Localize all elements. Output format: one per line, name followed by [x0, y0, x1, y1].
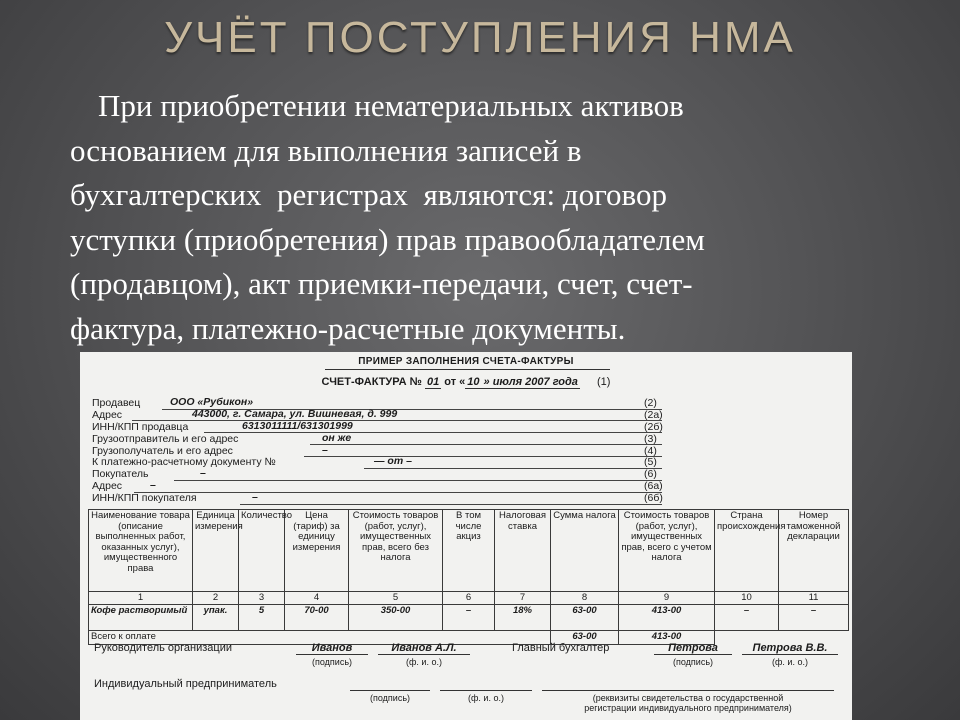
table-cell: 70-00 [285, 605, 349, 631]
table-header-row [89, 510, 849, 592]
body-line: фактура, платежно-расчетные документы. [70, 310, 626, 346]
field-buyer [92, 469, 682, 481]
field-label: Адрес [92, 408, 123, 421]
field-ref: (6б) [644, 492, 663, 505]
total-label: Всего к оплате [89, 631, 551, 645]
field-ref: (4) [644, 444, 657, 457]
field-shipper [92, 431, 682, 446]
invoice-table [88, 509, 849, 645]
signature-row-head [94, 642, 844, 670]
field-ref: (2) [644, 397, 657, 409]
total-sum: 413-00 [619, 631, 715, 645]
slide-title: УЧЁТ ПОСТУПЛЕНИЯ НМА [164, 13, 796, 62]
column-header: Страна происхождения [715, 510, 779, 592]
table-cell: 18% [495, 605, 551, 631]
invoice-fields [92, 398, 682, 505]
field-label: Покупатель [92, 468, 149, 481]
fio-caption: (ф. и. о.) [772, 657, 808, 667]
accountant-signature: Петрова [654, 642, 732, 655]
accountant-name: Петрова В.В. [742, 642, 838, 655]
table-cell: упак. [193, 605, 239, 631]
column-number: 11 [779, 592, 849, 605]
column-header: Единица измерения [193, 510, 239, 592]
column-number: 9 [619, 592, 715, 605]
sign-caption: (подпись) [311, 657, 353, 667]
signature-row-entrepreneur [94, 678, 844, 713]
fio-caption: (ф. и. о.) [406, 657, 442, 667]
column-number: 7 [495, 592, 551, 605]
column-header: Количество [239, 510, 285, 592]
field-value: – [252, 491, 258, 504]
sign-caption: (подпись) [672, 657, 714, 667]
table-cell: – [715, 605, 779, 631]
invoice-date-month-year: » июля 2007 года [483, 376, 578, 388]
requisites-caption-line: (реквизиты свидетельства о государственной [592, 693, 784, 703]
head-signature: Иванов [296, 642, 368, 655]
column-header: В том числе акциз [443, 510, 495, 592]
column-header: Наименование товара (описание выполненных работ, оказанных услуг), имущественного права [89, 510, 193, 592]
column-number: 8 [551, 592, 619, 605]
table-row [89, 605, 849, 631]
column-number: 5 [349, 592, 443, 605]
body-line: (продавцом), акт приемки-передачи, счет, счет- [70, 266, 693, 301]
field-ref: (2а) [644, 408, 663, 421]
column-header: Номер таможенной декларации [779, 510, 849, 592]
requisites-caption-line: регистрации индивидуального предпринимателя) [584, 703, 792, 713]
column-header: Сумма налога [551, 510, 619, 592]
table-cell: 5 [239, 605, 285, 631]
body-line: уступки (приобретения) прав правообладателем [70, 221, 705, 257]
field-value: – [150, 479, 156, 492]
field-underline [240, 504, 662, 505]
column-number: 2 [193, 592, 239, 605]
head-name: Иванов А.Л. [378, 642, 470, 655]
entrepreneur-sign-line [350, 678, 430, 691]
table-cell: Кофе растворимый [89, 605, 193, 631]
field-ref: (5) [644, 456, 657, 469]
signature-block [94, 642, 844, 713]
field-ref: (6а) [644, 480, 663, 493]
field-seller-inn [92, 419, 682, 434]
body-line: При приобретении нематериальных активов [98, 88, 684, 123]
table-cell: – [779, 605, 849, 631]
field-ref: (6) [644, 468, 657, 481]
body-line: основанием для выполнения записей в [70, 132, 582, 168]
sign-caption: (подпись) [369, 693, 411, 703]
table-cell: 63-00 [551, 605, 619, 631]
field-label: Продавец [92, 397, 141, 409]
column-number: 6 [443, 592, 495, 605]
column-header: Цена (тариф) за единицу измерения [285, 510, 349, 592]
invoice-number: 01 [426, 376, 440, 388]
column-header: Стоимость товаров (работ, услуг), имущественных прав, всего без налога [349, 510, 443, 592]
column-header: Стоимость товаров (работ, услуг), имущественных прав, всего с учетом налога [619, 510, 715, 592]
slide-body-text [70, 84, 830, 351]
column-number: 4 [285, 592, 349, 605]
fio-caption: (ф. и. о.) [468, 693, 504, 703]
field-label: К платежно-расчетному документу № [92, 456, 276, 469]
field-value: 443000, г. Самара, ул. Вишневая, д. 999 [192, 407, 398, 420]
table-cell: – [443, 605, 495, 631]
requisites-caption [542, 693, 834, 713]
field-value: — от – [374, 455, 412, 468]
field-ref: (3) [644, 432, 657, 445]
field-seller-address [92, 407, 682, 422]
accountant-label: Главный бухгалтер [512, 642, 610, 654]
total-tax: 63-00 [551, 631, 619, 645]
head-label: Руководитель организации [94, 642, 233, 654]
column-number: 10 [715, 592, 779, 605]
entrepreneur-requisites-line [542, 678, 834, 691]
field-value: – [200, 467, 206, 480]
invoice-number-line [80, 376, 852, 388]
column-number: 3 [239, 592, 285, 605]
table-cell: 413-00 [619, 605, 715, 631]
field-buyer-inn [92, 493, 682, 505]
invoice-date-day: 10 [467, 376, 480, 388]
field-value: 6313011111/631301999 [242, 419, 353, 432]
column-number-row [89, 592, 849, 605]
field-label: ИНН/КПП продавца [92, 420, 189, 433]
field-label: Грузоотправитель и его адрес [92, 432, 239, 445]
table-cell: 350-00 [349, 605, 443, 631]
field-ref: (2б) [644, 420, 663, 433]
invoice-sample-image [80, 352, 852, 720]
field-value: ООО «Рубикон» [170, 396, 254, 408]
column-number: 1 [89, 592, 193, 605]
field-payment-document [92, 457, 682, 469]
column-header: Налоговая ставка [495, 510, 551, 592]
field-label: Грузополучатель и его адрес [92, 444, 233, 457]
invoice-number-prefix: СЧЕТ-ФАКТУРА № [321, 376, 422, 388]
heading-underline [325, 369, 610, 370]
body-line: бухгалтерских регистрах являются: договор [70, 177, 667, 212]
field-label: Адрес [92, 480, 123, 493]
invoice-number-ref: (1) [597, 376, 611, 388]
entrepreneur-label: Индивидуальный предприниматель [94, 678, 277, 690]
invoice-date-from: от « [444, 376, 466, 388]
field-value: он же [322, 431, 352, 444]
entrepreneur-fio-line [440, 678, 532, 691]
invoice-heading: ПРИМЕР ЗАПОЛНЕНИЯ СЧЕТА-ФАКТУРЫ [358, 356, 574, 367]
field-value: – [322, 443, 328, 456]
field-label: ИНН/КПП покупателя [92, 492, 197, 505]
